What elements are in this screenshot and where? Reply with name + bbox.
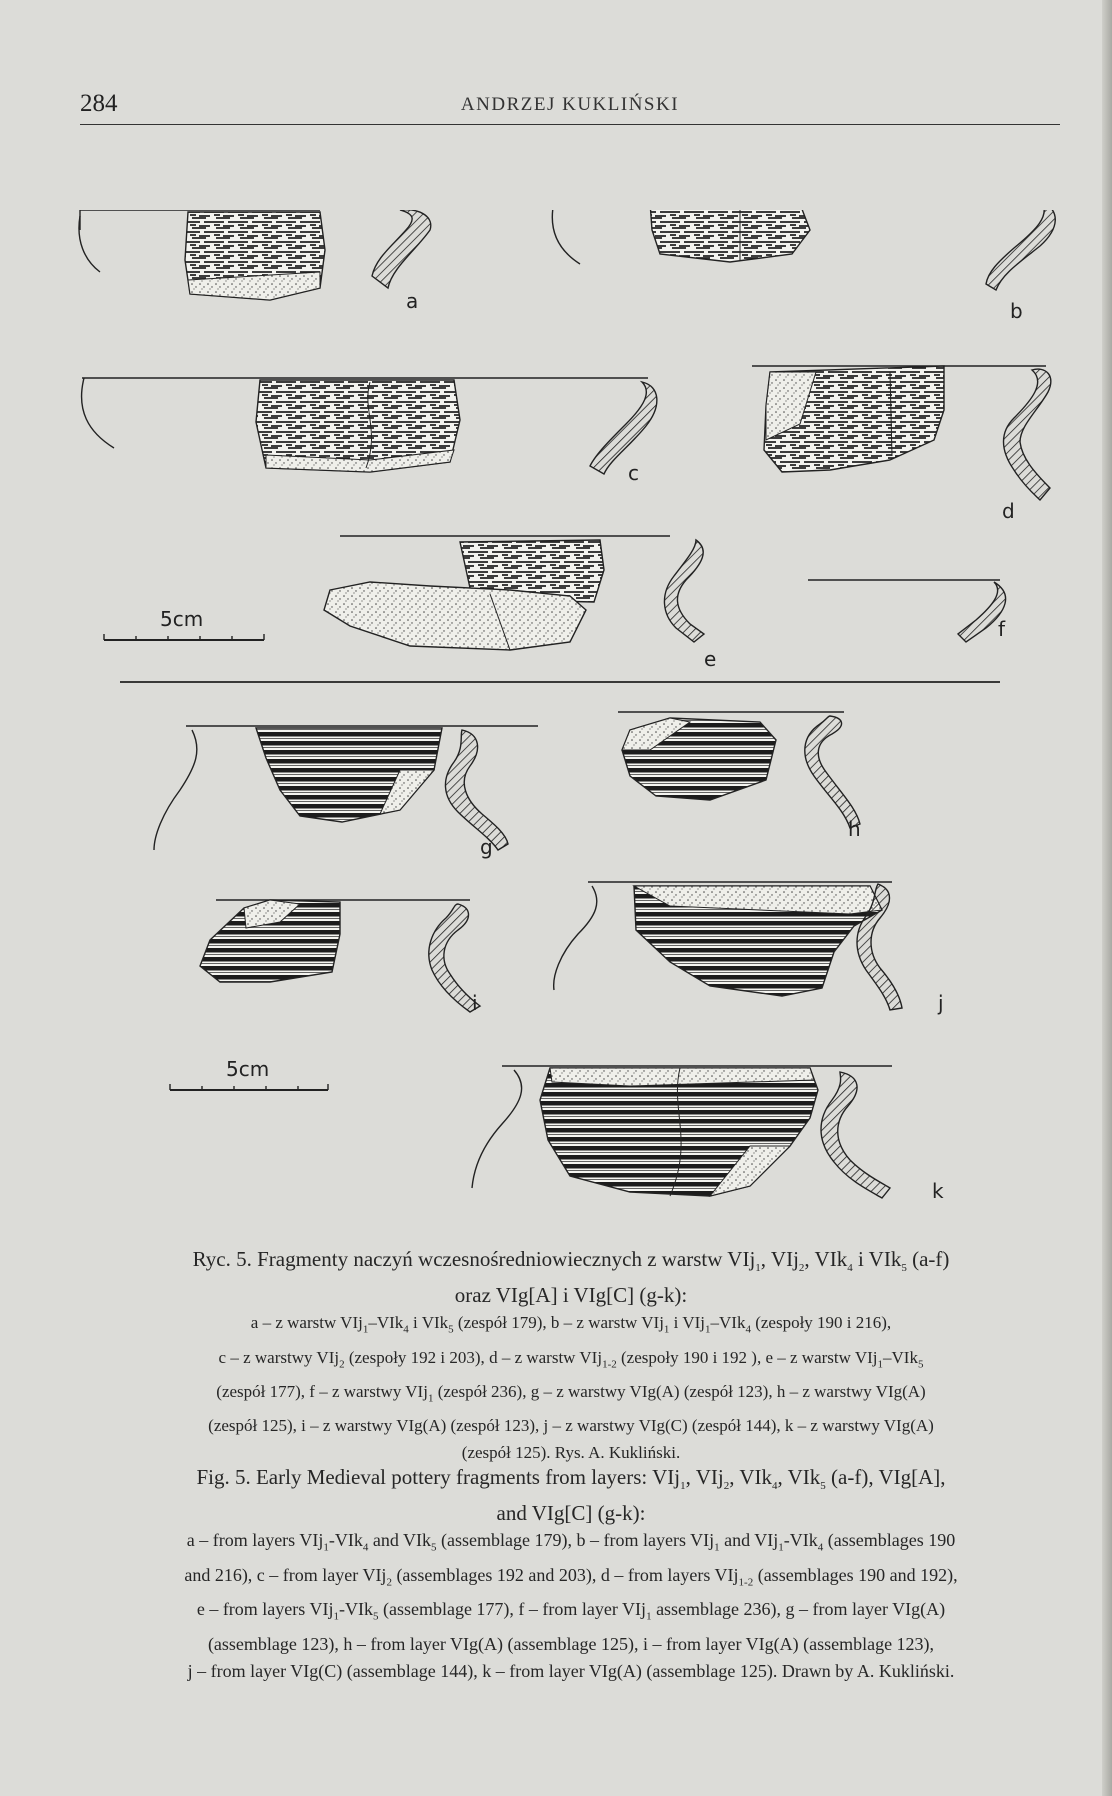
layer-subscript: 1-2 [738, 1576, 754, 1589]
scale-bar-lower [170, 1057, 328, 1090]
svg-text:j: j [938, 991, 944, 1015]
caption-text: , VIk [777, 1465, 821, 1489]
layer-subscript: 4 [362, 1541, 369, 1554]
caption-text: c – z warstwy VIj [218, 1347, 340, 1367]
caption-polish-title [86, 1246, 1056, 1282]
caption-english-body [86, 1527, 1056, 1685]
caption-text: (assemblages 190 [823, 1530, 956, 1551]
fragment-k [472, 1066, 944, 1200]
svg-text:i: i [472, 991, 478, 1015]
layer-subscript: 4 [745, 1323, 751, 1336]
svg-text:h: h [848, 817, 861, 841]
caption-text: –VIk [368, 1313, 404, 1333]
layer-subscript: 5 [917, 1357, 924, 1370]
caption-english [86, 1464, 1056, 1685]
layer-subscript: 4 [772, 1480, 778, 1493]
fragment-a [79, 210, 431, 313]
layer-subscript: 1 [714, 1541, 720, 1554]
fragment-g [154, 726, 538, 859]
caption-text: , VIj [685, 1465, 724, 1489]
caption-text: e – z warstw VIj [765, 1347, 878, 1367]
caption-text: -VIk [338, 1599, 373, 1620]
fragment-d [752, 366, 1051, 523]
caption-text: , VIj [760, 1247, 799, 1271]
svg-text:f: f [998, 617, 1006, 641]
layer-subscript: 1 [646, 1610, 652, 1623]
layer-subscript: 5 [431, 1541, 437, 1554]
caption-text: -VIk [328, 1530, 363, 1551]
caption-text: (zespoły 190 i 216), [750, 1313, 892, 1333]
caption-text: b – z warstw VIj [550, 1313, 664, 1333]
svg-text:d: d [1002, 499, 1015, 523]
caption-text: (zespół 125). Rys. A. Kukliński. [461, 1443, 681, 1463]
caption-text: (a-f), VIg[A], [825, 1465, 946, 1489]
fragment-j [554, 882, 944, 1015]
fragment-e [324, 536, 716, 671]
svg-text:a: a [406, 289, 419, 313]
caption-text: -VIk [783, 1530, 818, 1551]
caption-text: (zespół 125), i – z warstwy VIg(A) (zespół 123), j – z warstwy VIg(C) (zespół 144), k – z warstwy VIg(A) [208, 1416, 934, 1436]
caption-text: and VIj [719, 1530, 779, 1551]
layer-subscript: 2 [723, 1480, 730, 1493]
layer-subscript: 2 [386, 1576, 392, 1589]
caption-english-title-2: and VIg[C] (g-k): [496, 1501, 646, 1526]
caption-text: (zespoły 192 i 203), [344, 1347, 490, 1367]
layer-subscript: 1 [427, 1392, 434, 1405]
layer-subscript: 1 [877, 1357, 884, 1370]
caption-english-title [86, 1464, 1056, 1500]
figure-plate [70, 210, 1060, 1200]
caption-text: a – from layers VIj [186, 1530, 324, 1551]
layer-subscript: 1 [663, 1323, 670, 1336]
layer-subscript: 1 [778, 1541, 784, 1554]
fragment-i [200, 900, 480, 1015]
caption-text: (zespół 179), [453, 1313, 551, 1333]
layer-subscript: 5 [901, 1262, 907, 1275]
caption-polish-title-2: oraz VIg[A] i VIg[C] (g-k): [454, 1283, 688, 1308]
layer-subscript: 1 [705, 1323, 711, 1336]
caption-text: (assemblage 179), b – from layers VIj [436, 1530, 715, 1551]
caption-text: and 216), c – from layer VIj [184, 1564, 387, 1585]
layer-subscript: 4 [403, 1323, 409, 1336]
caption-text: , VIk [729, 1465, 773, 1489]
layer-subscript: 4 [847, 1262, 853, 1275]
layer-subscript: 1 [333, 1610, 339, 1623]
layer-subscript: 1 [755, 1262, 761, 1275]
caption-text: Ryc. 5. Fragmenty naczyń wczesnośredniowiecznych z warstw VIj [192, 1247, 756, 1271]
caption-text: (zespoły 190 i 192 ), [616, 1347, 766, 1367]
caption-text: i VIj [669, 1313, 705, 1333]
layer-subscript: 4 [817, 1541, 824, 1554]
pottery-drawing [70, 210, 1060, 1200]
scale-bar-upper [104, 607, 264, 640]
caption-polish-body [86, 1309, 1056, 1466]
svg-text:e: e [704, 647, 717, 671]
caption-text: (zespół 177), f – z warstwy VIj [216, 1381, 428, 1401]
svg-text:g: g [480, 835, 493, 859]
caption-text: (zespół 236), g – z warstwy VIg(A) (zespół 123), h – z warstwy VIg(A) [433, 1381, 926, 1401]
layer-subscript: 5 [448, 1323, 454, 1336]
svg-text:c: c [628, 461, 639, 485]
running-head: ANDRZEJ KUKLIŃSKI [460, 94, 680, 115]
caption-text: (assemblage 123), h – from layer VIg(A) (assemblage 125), i – from layer VIg(A) (assemblage 123), [207, 1633, 935, 1654]
caption-text: (assemblages 190 and 192), [753, 1564, 958, 1585]
layer-subscript: 2 [339, 1357, 345, 1370]
layer-subscript: 1 [323, 1541, 329, 1554]
caption-text: (assemblages 192 and 203), d – from layers VIj [391, 1564, 739, 1585]
layer-subscript: 5 [820, 1480, 826, 1493]
caption-text: Fig. 5. Early Medieval pottery fragments from layers: VIj [196, 1465, 681, 1489]
svg-text:k: k [932, 1179, 944, 1200]
caption-text: i VIk [408, 1313, 449, 1333]
svg-text:b: b [1010, 299, 1023, 323]
fragment-c [82, 378, 657, 485]
caption-text: , VIk [804, 1247, 848, 1271]
caption-text: (a-f) [906, 1247, 950, 1271]
layer-subscript: 1-2 [602, 1357, 617, 1370]
layer-subscript: 1 [362, 1323, 369, 1336]
caption-text: i VIk [852, 1247, 902, 1271]
fragment-f [808, 580, 1006, 642]
caption-text: assemblage 236), g – from layer VIg(A) [651, 1599, 946, 1620]
caption-text: –VIk [883, 1347, 918, 1367]
scale-label-upper: 5cm [160, 607, 204, 631]
caption-polish [86, 1246, 1056, 1466]
page-header [80, 88, 1060, 128]
page-number: 284 [80, 90, 118, 117]
layer-subscript: 2 [798, 1262, 805, 1275]
caption-text: j – from layer VIg(C) (assemblage 144), k – from layer VIg(A) (assemblage 125). Drawn by A. Kukliński. [187, 1660, 955, 1681]
fragment-h [618, 712, 861, 841]
caption-text: –VIk [710, 1313, 746, 1333]
layer-subscript: 1 [680, 1480, 686, 1493]
header-rule [80, 124, 1060, 125]
caption-text: (assemblage 177), f – from layer VIj [378, 1599, 647, 1620]
page-edge [1102, 0, 1112, 1796]
caption-text: d – z warstw VIj [489, 1347, 603, 1367]
fragment-b [550, 210, 1055, 323]
caption-text: e – from layers VIj [196, 1599, 334, 1620]
layer-subscript: 5 [372, 1610, 379, 1623]
caption-text: a – z warstw VIj [250, 1313, 363, 1333]
scale-label-lower: 5cm [226, 1057, 270, 1081]
caption-text: and VIk [368, 1530, 432, 1551]
